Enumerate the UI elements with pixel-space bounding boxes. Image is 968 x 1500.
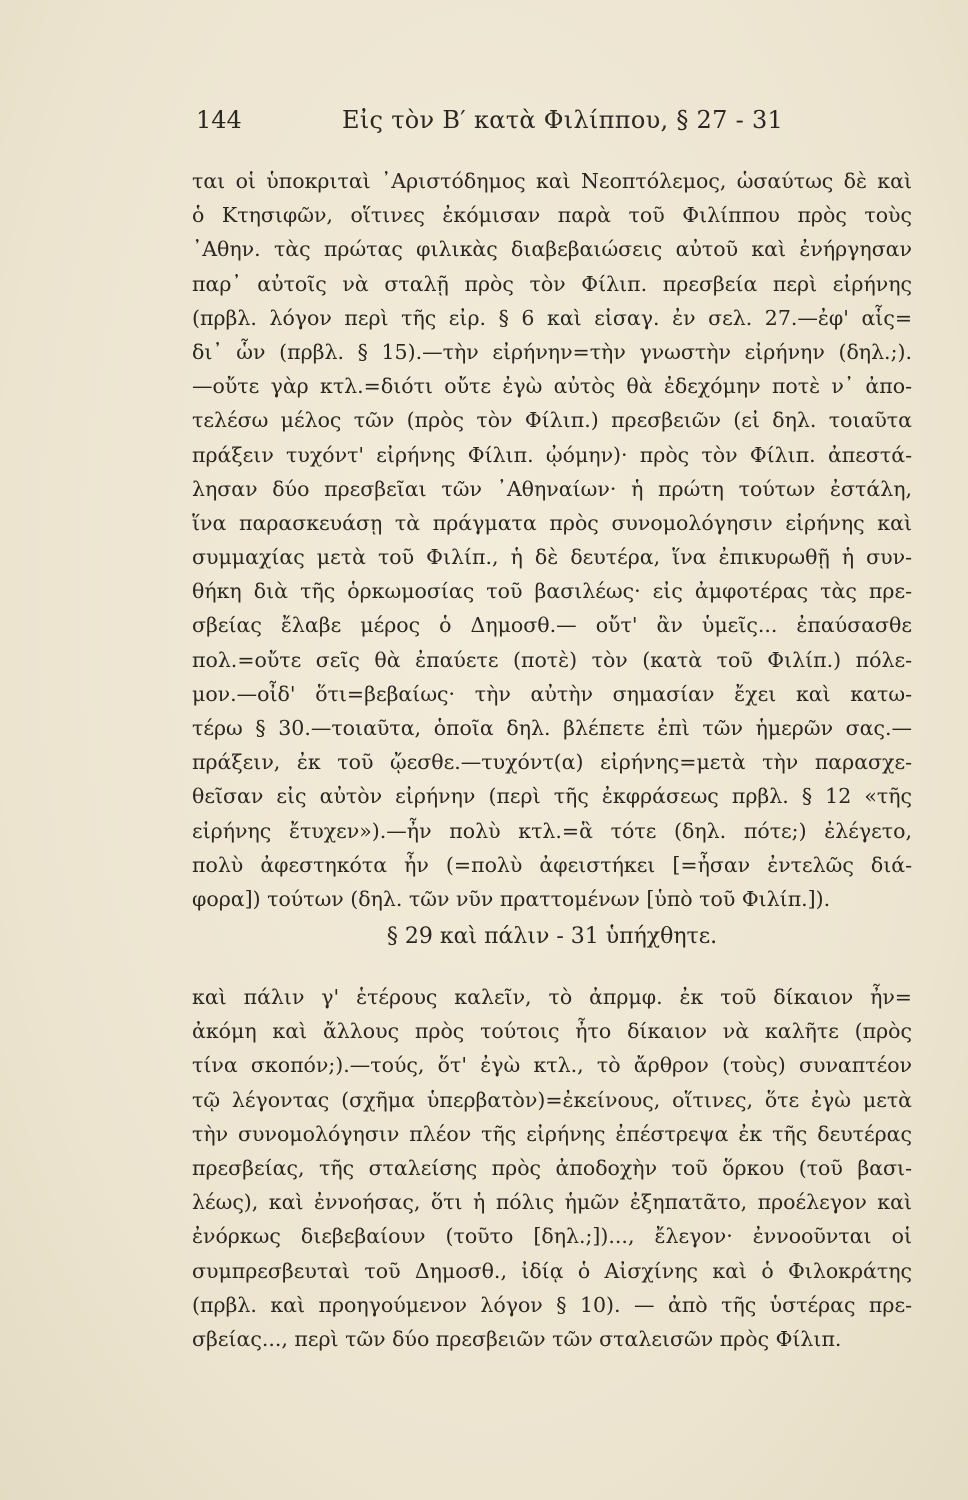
text-line: φορα]) τούτων (δηλ. τῶν νῦν πραττομένων [ὑπὸ τοῦ Φιλίπ.]).: [192, 886, 831, 911]
text-line: πρεσβείας, τῆς σταλείσης πρὸς ἀποδοχὴν τοῦ ὅρκου (τοῦ βασι-: [192, 1155, 912, 1180]
section-heading: § 29 καὶ πάλιν - 31 ὑπήχθητε.: [386, 924, 718, 949]
text-line: πράξειν τυχόντ' εἰρήνης Φίλιπ. ᾠόμην)· πρὸς τὸν Φίλιπ. ἀπεστά-: [192, 442, 912, 467]
text-line: πολ.=οὔτε σεῖς θὰ ἐπαύετε (ποτὲ) τὸν (κατὰ τοῦ Φιλίπ.) πόλε-: [192, 647, 912, 672]
text-line: ἵνα παρασκευάσῃ τὰ πράγματα πρὸς συνομολόγησιν εἰρήνης καὶ: [192, 510, 912, 535]
text-line: ὁ Κτησιφῶν, οἵτινες ἐκόμισαν παρὰ τοῦ Φιλίππου πρὸς τοὺς: [192, 203, 912, 228]
text-line: ται οἱ ὑποκριταὶ ᾿Αριστόδημος καὶ Νεοπτόλεμος, ὡσαύτως δὲ καὶ: [192, 169, 912, 193]
text-line: τέρω § 30.—τοιαῦτα, ὁποῖα δηλ. βλέπετε ἐπὶ τῶν ἡμερῶν σας.—: [192, 716, 912, 740]
text-line: ἐνόρκως διεβεβαίουν (τοῦτο [δηλ.;])..., ἔλεγον· ἐννοοῦνται οἱ: [192, 1224, 912, 1249]
commentary-block-2: [192, 980, 912, 1356]
text-line: εἰρήνης ἔτυχεν»).—ἦν πολὺ κτλ.=ἃ τότε (δηλ. πότε;) ἐλέγετο,: [192, 818, 912, 843]
text-line: συμμαχίας μετὰ τοῦ Φιλίπ., ἡ δὲ δευτέρα, ἵνα ἐπικυρωθῇ ἡ συν-: [192, 545, 912, 570]
text-line: ἀκόμη καὶ ἄλλους πρὸς τούτοις ἦτο δίκαιον νὰ καλῆτε (πρὸς: [192, 1019, 912, 1044]
text-line: λέως), καὶ ἐννοήσας, ὅτι ἡ πόλις ἡμῶν ἐξηπατᾶτο, προέλεγον καὶ: [192, 1190, 912, 1215]
text-line: πολὺ ἀφεστηκότα ἦν (=πολὺ ἀφειστήκει [=ἦσαν ἐντελῶς διά-: [192, 852, 912, 877]
text-line: μον.—οἶδ' ὅτι=βεβαίως· τὴν αὐτὴν σημασίαν ἔχει καὶ κατω-: [192, 681, 912, 706]
text-line: τῷ λέγοντας (σχῆμα ὑπερβατὸν)=ἐκείνους, οἵτινες, ὅτε ἐγὼ μετὰ: [192, 1087, 912, 1112]
text-line: θήκη διὰ τῆς ὁρκωμοσίας τοῦ βασιλέως· εἰς ἀμφοτέρας τὰς πρε-: [192, 579, 912, 604]
text-line: (πρβλ. λόγον περὶ τῆς εἰρ. § 6 καὶ εἰσαγ. ἐν σελ. 27.—ἐφ' αἷς=: [192, 305, 912, 330]
text-line: τὴν συνομολόγησιν πλέον τῆς εἰρήνης ἐπέστρεψα ἐκ τῆς δευτέρας: [192, 1121, 912, 1146]
text-line: σβείας ἔλαβε μέρος ὁ Δημοσθ.— οὔτ' ἂν ὑμεῖς... ἐπαύσασθε: [192, 613, 912, 638]
page-number: 144: [196, 106, 242, 134]
text-line: —οὔτε γὰρ κτλ.=διότι οὔτε ἐγὼ αὐτὸς θὰ ἐδεχόμην ποτὲ ν᾿ ἀπο-: [192, 374, 912, 399]
text-line: δι᾿ ὧν (πρβλ. § 15).—τὴν εἰρήνην=τὴν γνωστὴν εἰρήνην (δηλ.;).: [192, 339, 912, 364]
text-line: πράξειν, ἐκ τοῦ ᾤεσθε.—τυχόντ(α) εἰρήνης=μετὰ τὴν παρασχε-: [192, 750, 912, 775]
text-line: παρ᾿ αὐτοῖς νὰ σταλῇ πρὸς τὸν Φίλιπ. πρεσβεία περὶ εἰρήνης: [192, 271, 912, 296]
text-line: (πρβλ. καὶ προηγούμενον λόγον § 10). — ἀπὸ τῆς ὑστέρας πρε-: [192, 1292, 912, 1317]
text-line: συμπρεσβευταὶ τοῦ Δημοσθ., ἰδίᾳ ὁ Αἰσχίνης καὶ ὁ Φιλοκράτης: [192, 1258, 912, 1283]
text-line: θεῖσαν εἰς αὐτὸν εἰρήνην (περὶ τῆς ἐκφράσεως πρβλ. § 12 «τῆς: [192, 784, 912, 809]
page-header: [196, 104, 784, 136]
text-line: καὶ πάλιν γ' ἑτέρους καλεῖν, τὸ ἀπρμφ. ἐκ τοῦ δίκαιον ἦν=: [192, 985, 912, 1009]
text-line: σβείας..., περὶ τῶν δύο πρεσβειῶν τῶν σταλεισῶν πρὸς Φίλιπ.: [192, 1326, 842, 1351]
text-line: τίνα σκοπόν;).—τούς, ὅτ' ἐγὼ κτλ., τὸ ἄρθρον (τοὺς) συναπτέον: [192, 1053, 912, 1078]
commentary-block-1: [192, 164, 912, 916]
running-title: Εἰς τὸν Β′ κατὰ Φιλίππου, § 27 - 31: [342, 106, 784, 134]
text-line: λησαν δύο πρεσβεῖαι τῶν ᾿Αθηναίων· ἡ πρώτη τούτων ἐστάλη,: [192, 476, 912, 501]
text-line: τελέσω μέλος τῶν (πρὸς τὸν Φίλιπ.) πρεσβειῶν (εἰ δηλ. τοιαῦτα: [192, 408, 912, 433]
text-line: ᾿Αθην. τὰς πρώτας φιλικὰς διαβεβαιώσεις αὐτοῦ καὶ ἐνήργησαν: [192, 237, 912, 262]
